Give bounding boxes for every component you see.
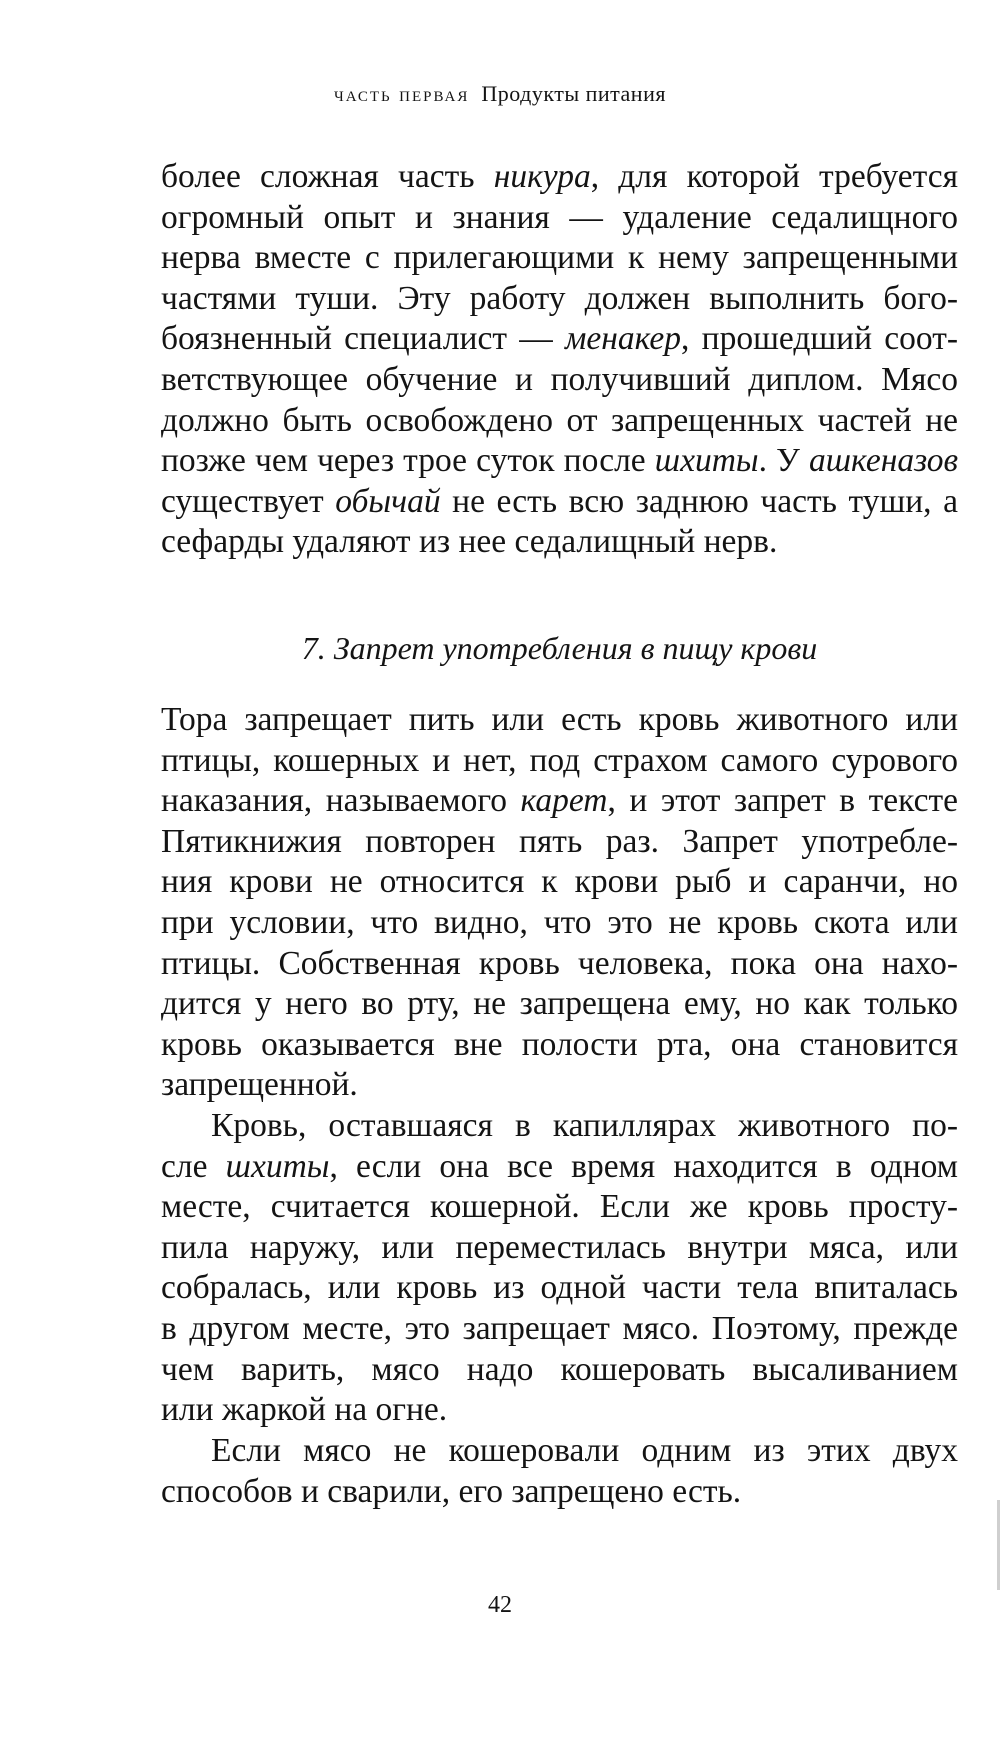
text-line: запрещенной. (161, 1066, 358, 1104)
text-line (161, 441, 958, 482)
text-line (161, 319, 958, 360)
italic-term: менакер (564, 320, 682, 358)
text-line: в другом месте, это запрещает мясо. Поэтому, прежде (161, 1309, 958, 1347)
text-line: птицы, кошерных и нет, под страхом самого сурового (161, 741, 958, 779)
text-run: боязненный специалист — (161, 320, 565, 358)
text-line: собралась, или кровь из одной части тела впиталась (161, 1269, 958, 1307)
italic-term: никура (493, 158, 591, 195)
text-line: способов и сварили, его запрещено есть. (161, 1472, 742, 1510)
text-line: дится у него во рту, не запрещена ему, но как только (161, 985, 958, 1023)
italic-term: шхиты (225, 1147, 330, 1185)
text-run: , и этот запрет в тексте (607, 782, 958, 820)
italic-term: карет (520, 782, 608, 820)
section-heading: 7. Запрет употребления в пищу крови (301, 630, 818, 666)
text-line: частями туши. Эту работу должен выполнить бого- (161, 279, 958, 317)
text-line: нерва вместе с прилегающими к нему запрещенными (161, 239, 958, 277)
text-run: позже чем через трое суток после (161, 442, 655, 480)
text-run: более сложная часть (161, 158, 494, 195)
page-number: 42 (488, 1592, 512, 1618)
text-line (161, 482, 958, 523)
text-line: ветствующее обучение и получивший диплом. Мясо (161, 360, 958, 398)
text-line: или жаркой на огне. (161, 1391, 448, 1429)
text-run: , для которой требуется (590, 158, 959, 195)
text-line (161, 157, 958, 198)
italic-term: шхиты (654, 442, 759, 480)
italic-term: обычай (335, 482, 441, 520)
text-line: ния крови не относится к крови рыб и саранчи, но (161, 863, 958, 901)
text-run: , если она все время находится в одном (329, 1147, 958, 1185)
text-line: сефарды удаляют из нее седалищный нерв. (161, 523, 778, 561)
running-head (0, 80, 1000, 108)
text-line: чем варить, мясо надо кошеровать высаливанием (161, 1350, 958, 1388)
paragraph-2 (161, 700, 958, 1106)
text-run: сле (161, 1147, 226, 1185)
running-head-section: часть первая (334, 81, 470, 106)
text-run: существует (161, 482, 336, 520)
text-run: , прошедший соот- (681, 320, 958, 358)
text-run: . У (758, 442, 809, 480)
text-line: Если мясо не кошеровали одним из этих двух (211, 1432, 958, 1469)
italic-term: ашкеназов (808, 442, 959, 480)
text-line: Кровь, оставшаяся в капиллярах животного по- (211, 1107, 958, 1144)
paragraph-4 (161, 1431, 958, 1512)
paragraph-1 (161, 157, 958, 563)
text-line: огромный опыт и знания — удаление седалищного (161, 198, 958, 236)
text-line (161, 781, 958, 822)
text-line: Пятикнижия повторен пять раз. Запрет употребле- (161, 822, 958, 860)
text-line (161, 1147, 958, 1188)
text-run: не есть всю заднюю часть туши, а (440, 482, 958, 520)
text-line: должно быть освобождено от запрещенных частей не (161, 401, 958, 439)
text-line: при условии, что видно, что это не кровь скота или (161, 903, 958, 941)
text-line: кровь оказывается вне полости рта, она становится (161, 1025, 958, 1063)
text-line: месте, считается кошерной. Если же кровь просту- (161, 1188, 958, 1226)
text-line: Тора запрещает пить или есть кровь животного или (161, 701, 958, 738)
running-head-title: Продукты питания (481, 81, 666, 106)
text-line: птицы. Собственная кровь человека, пока она нахо- (161, 944, 958, 982)
text-line: пила наружу, или переместилась внутри мяса, или (161, 1228, 958, 1266)
text-run: наказания, называемого (161, 782, 521, 820)
paragraph-3 (161, 1106, 958, 1431)
